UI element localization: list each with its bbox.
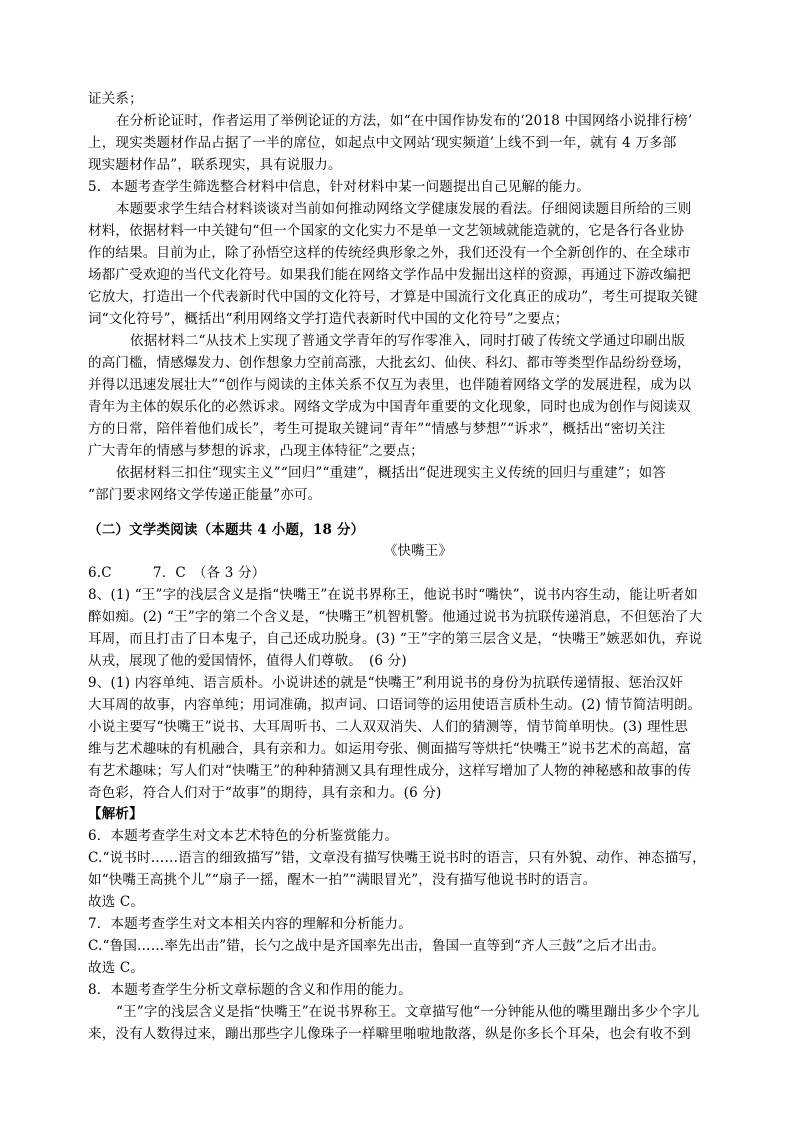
analysis-line: 故选 C。 — [88, 960, 145, 976]
analysis-line: 6．本题考查学生对文本艺术特色的分析鉴赏能力。 — [88, 828, 399, 844]
analysis-line: C.“鲁国……率先出击”错，长勺之战中是齐国率先出击，鲁国一直等到“齐人三鼓”之后才出击。 — [88, 938, 666, 954]
answer-line: 耳周，而且打击了日本鬼子，自己还成功脱身。(3) “王”字的第三层含义是，“快嘴王”嫉恶如仇，弃说 — [88, 631, 703, 647]
analysis-heading: 【解析】 — [88, 806, 143, 822]
answer-line: 6.C 7．C （各 3 分） — [88, 565, 266, 581]
story-title: 《快嘴王》 — [383, 543, 453, 559]
text-line: 在分析论证时，作者运用了举例论证的方法，如“在中国作协发布的‘2018 中国网络小说排行榜’ — [116, 113, 693, 129]
text-line: 青年为主体的娱乐化的必然诉求。网络文学成为中国青年重要的文化现象，同时也成为创作与阅读双 — [88, 399, 691, 415]
text-line: 依据材料二“从技术上实现了普通文学青年的写作零准入，同时打破了传统文学通过印刷出版 — [130, 333, 686, 349]
answer-line: 8、(1) “王”字的浅层含义是指“快嘴王”在说书界称王，他说书时“嘴快”，说书内容生动，能让听者如 — [88, 587, 698, 603]
text-line: 上，现实类题材作品占据了一半的席位，如起点中文网站‘现实频道’上线不到一年，就有 4 万多部 — [88, 135, 677, 151]
answer-line: 大耳周的故事，内容单纯；用词准确，拟声词、口语词等的运用使语言质朴生动。(2) 情节简洁明朗。 — [88, 697, 702, 713]
analysis-line: C.“说书时……语言的细致描写”错，文章没有描写快嘴王说书时的语言，只有外貌、动作、神态描写， — [88, 850, 706, 866]
text-line: 本题要求学生结合材料谈谈对当前如何推动网络文学健康发展的看法。仔细阅读题目所给的三则 — [116, 201, 692, 217]
text-line: 场都广受欢迎的当代文化符号。如果我们能在网络文学作品中发掘出这样的资源，再通过下游改编把 — [88, 267, 691, 283]
text-line: 它放大，打造出一个代表新时代中国的文化符号，才算是中国流行文化真正的成功”，考生可提取关键 — [88, 289, 698, 305]
answer-line: 维与艺术趣味的有机融合，具有亲和力。如运用夸张、侧面描写等烘托“快嘴王”说书艺术的高超，富 — [88, 741, 692, 757]
analysis-line: 8．本题考查学生分析文章标题的含义和作用的能力。 — [88, 982, 412, 998]
analysis-line: 7．本题考查学生对文本相关内容的理解和分析能力。 — [88, 916, 412, 932]
text-line: 证关系； — [88, 91, 143, 107]
analysis-line: “王”字的浅层含义是指“快嘴王”在说书界称王。文章描写他“一分钟能从他的嘴里蹦出多少个字儿 — [116, 1004, 700, 1020]
text-line: 方的日常，陪伴着他们成长”，考生可提取关键词“青年”“情感与梦想”“诉求”，概括出“密切关注 — [88, 421, 666, 437]
text-line: 的高门槛，情感爆发力、创作想象力空前高涨，大批玄幻、仙侠、科幻、都市等类型作品纷纷登场， — [88, 355, 691, 371]
analysis-line: 来，没有人数得过来，蹦出那些字儿像珠子一样噼里啪啦地散落，纵是你多长个耳朵，也会有收不到 — [88, 1026, 691, 1042]
answer-line: 有艺术趣味；写人们对“快嘴王”的种种猜测又具有理性成分，这样写增加了人物的神秘感和故事的传 — [88, 763, 692, 779]
analysis-line: 如“快嘴王高挑个儿”“扇子一摇，醒木一拍”“满眼冒光”，没有描写他说书时的语言。 — [88, 872, 597, 888]
text-line: 材料，依据材料一中关键句“但一个国家的文化实力不是单一文艺领域就能造就的，它是各行各业协 — [88, 223, 685, 239]
answer-line: 从戎，展现了他的爱国情怀，值得人们尊敬。 (6 分) — [88, 653, 407, 669]
answer-line: 醉如痴。(2) “王”字的第二个含义是，“快嘴王”机智机警。他通过说书为抗联传递消息，不但惩治了大 — [88, 609, 703, 625]
analysis-line: 故选 C。 — [88, 894, 145, 910]
text-line: 并得以迅速发展壮大”“创作与阅读的主体关系不仅互为表里，也伴随着网络文学的发展进程，成为以 — [88, 377, 692, 393]
answer-line: 小说主要写“快嘴王”说书、大耳周听书、二人双双消失、人们的猜测等，情节简单明快。(3) 理性思 — [88, 719, 689, 735]
section-heading: （二）文学类阅读（本题共 4 小题，18 分） — [88, 522, 365, 538]
text-line: 广大青年的情感与梦想的诉求，凸现主体特征”之要点； — [88, 443, 424, 459]
text-line: 作的结果。目前为止，除了孙悟空这样的传统经典形象之外，我们还没有一个全新创作的、在全球市 — [88, 245, 691, 261]
answer-line: 9、(1) 内容单纯、语言质朴。小说讲述的就是“快嘴王”利用说书的身份为抗联传递情报、惩治汉奸 — [88, 675, 684, 691]
text-line: 词“文化符号”，概括出“利用网络文学打造代表新时代中国的文化符号”之要点； — [88, 311, 569, 327]
text-line: “部门要求网络文学传递正能量”亦可。 — [88, 487, 322, 503]
answer-line: 奇色彩，符合人们对于“故事”的期待，具有亲和力。(6 分) — [88, 785, 442, 801]
text-line: 5．本题考查学生筛选整合材料中信息，针对材料中某一问题提出自己见解的能力。 — [88, 179, 590, 195]
text-line: 现实题材作品”，联系现实，具有说服力。 — [88, 157, 342, 173]
text-line: 依据材料三扣住“现实主义”“回归”“重建”，概括出“促进现实主义传统的回归与重建”；如答 — [116, 465, 667, 481]
